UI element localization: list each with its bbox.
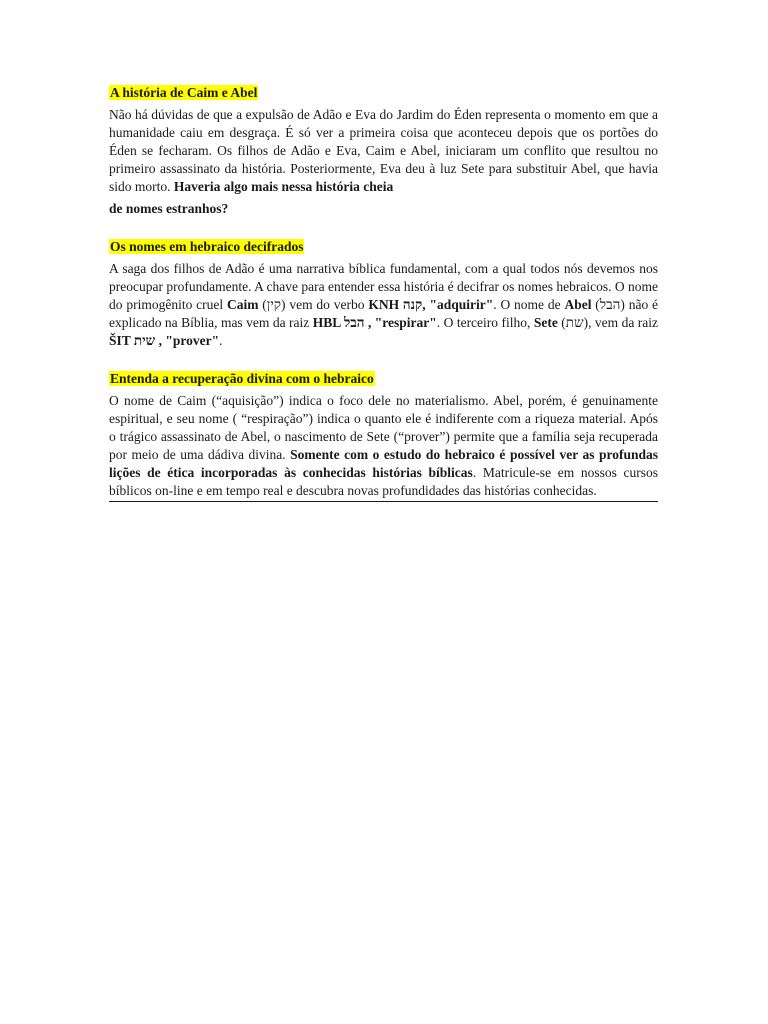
section-paragraph-caim-abel: Não há dúvidas de que a expulsão de Adão e Eva do Jardim do Éden representa o momento em que a humanidade caiu em desgraça. É só ver a primeira coisa que aconteceu depois que os portões do Éden se fecharam. Os filhos de Adão e Eva, Caim e Abel, iniciaram um conflito que resultou no primeiro assassinato da história. Posteriormente, Eva deu à luz Sete para substituir Abel, que havia sido morto. Haveria algo mais nessa história cheia <box>109 107 658 194</box>
section-paragraph-hebrew-names: A saga dos filhos de Adão é uma narrativa bíblica fundamental, com a qual todos nós devemos nos preocupar profundamente. A chave para entender essa história é decifrar os nomes hebraicos. O nome do primogênito cruel Caim (קין) vem do verbo KNH קנה, "adquirir". O nome de Abel (הבל) não é explicado na Bíblia, mas vem da raiz HBL הבל , "respirar". O terceiro filho, Sete (שת), vem da raiz ŠIT שית , "prover". <box>109 261 659 348</box>
section-heading-hebrew-names: Os nomes em hebraico decifrados <box>110 239 304 254</box>
section-question-tail: de nomes estranhos? <box>109 201 229 216</box>
section-heading-caim-abel: A história de Caim e Abel <box>110 85 258 100</box>
section-heading-divine-recovery: Entenda a recuperação divina com o hebraico <box>110 371 374 386</box>
section-paragraph-divine-recovery: O nome de Caim (“aquisição”) indica o foco dele no materialismo. Abel, porém, é genuinamente espiritual, e seu nome ( “respiração”) indica o quanto ele é indiferente com a riqueza material. Após o trágico assassinato de Abel, o nascimento de Sete (“prover”) permite que a família seja recuperada por meio de uma dádiva divina. Somente com o estudo do hebraico é possível ver as profundas lições de ética incorporadas às conhecidas histórias bíblicas. Matricule-se em nossos cursos bíblicos on-line e em tempo real e descubra novas profundidades das histórias conhecidas. <box>109 392 658 502</box>
document-body <box>109 84 658 502</box>
